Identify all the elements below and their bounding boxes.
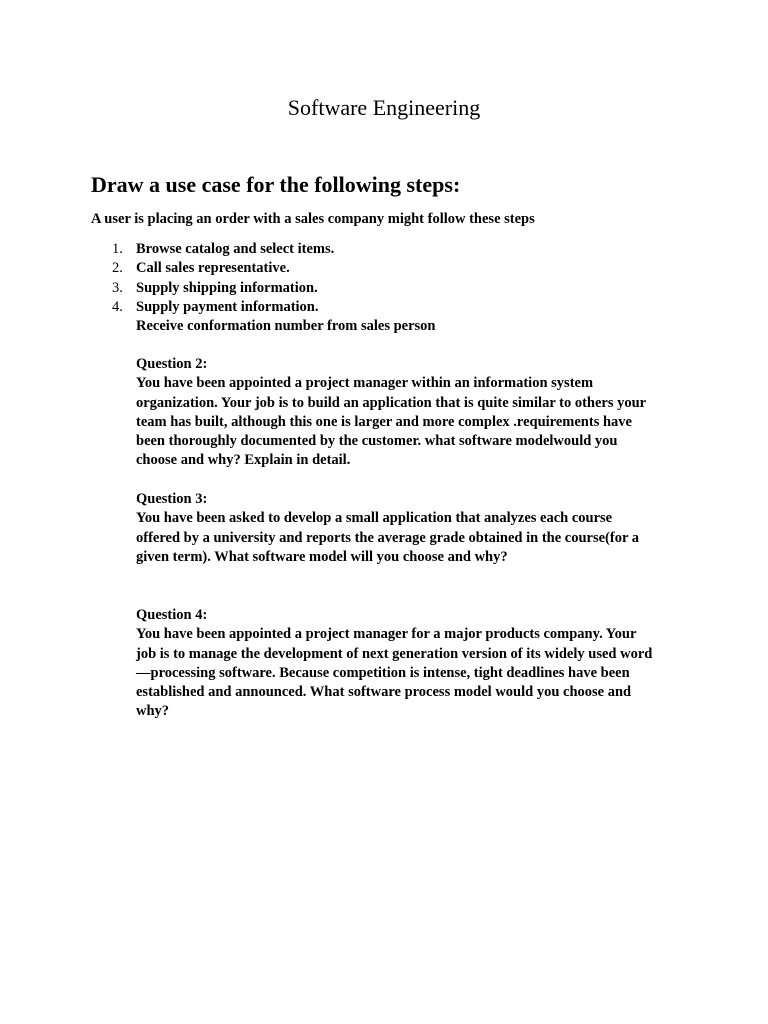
steps-list [91, 240, 711, 336]
list-item-number: 1. [112, 241, 123, 257]
list-item [91, 279, 711, 298]
question-2-block [136, 355, 696, 471]
question-3-block [136, 490, 696, 567]
list-item-number: 4. [112, 298, 123, 315]
question-4-block [136, 606, 696, 722]
intro-text: A user is placing an order with a sales company might follow these steps [91, 211, 535, 227]
list-item-text: Supply payment information. [136, 298, 319, 315]
list-item-text: Call sales representative. [136, 260, 290, 277]
question-label: Question 3: [136, 491, 208, 507]
list-item-text: Receive conformation number from sales person [136, 318, 436, 335]
list-item-text: Supply shipping information. [136, 279, 318, 296]
list-item-number: 2. [112, 260, 123, 277]
question-label: Question 2: [136, 356, 208, 372]
list-item [91, 259, 711, 278]
question-text: You have been asked to develop a small application that analyzes each course offered by a university and reports the average grade obtained in the course(for a given term). What software model will you choose and why? [136, 510, 640, 565]
list-item-continuation [91, 317, 711, 336]
document-title: Software Engineering [287, 95, 481, 120]
question-label: Question 4: [136, 607, 208, 623]
question-text: You have been appointed a project manager within an information system organization. Your job is to build an application that is quite similar to others your team has built, although this one is larger and more complex .requirements have been thoroughly documented by the customer. what software modelwould you choose and why? Explain in detail. [136, 375, 647, 469]
question-text: You have been appointed a project manager for a major products company. Your job is to manage the development of next generation version of its widely used word —processing software. Because competition is intense, tight deadlines have been established and announced. What software process model would you choose and why? [136, 626, 653, 720]
list-item [91, 298, 711, 317]
section-heading: Draw a use case for the following steps: [91, 172, 461, 197]
list-item-text: Browse catalog and select items. [136, 241, 335, 257]
list-item-number: 3. [112, 279, 123, 296]
list-item [91, 240, 711, 259]
